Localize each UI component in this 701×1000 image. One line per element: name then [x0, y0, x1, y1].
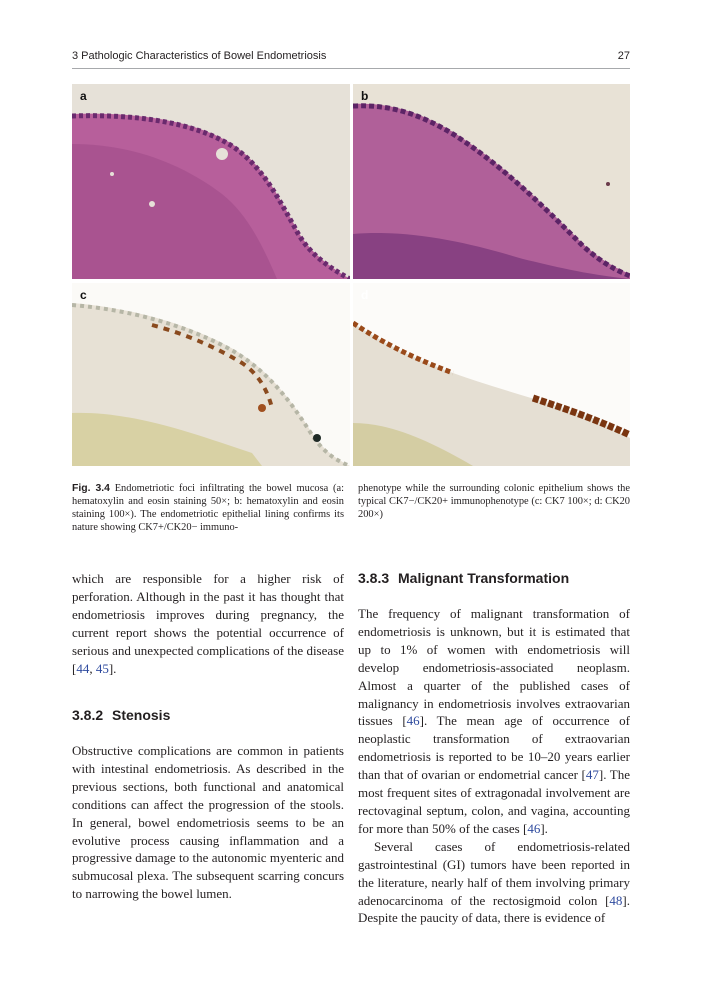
- figure-caption-text: Endometriotic foci infiltrating the bowel mucosa (a: hematoxylin and eosin staining 50×; b: hematoxylin and eosin staining 100×). The endometriotic epithelial lining confirms its nature showing CK7+/CK20− immuno-: [72, 483, 344, 533]
- ihc-micrograph-c: [72, 283, 350, 466]
- figure-panel-a: [72, 84, 350, 279]
- paragraph-text: Several cases of endometriosis-related gastrointestinal (GI) tumors have been reported in the literature, nearly half of them involving primary adenocarcinoma of the rectosigmoid colon [: [358, 838, 630, 908]
- section-title: Malignant Transformation: [398, 570, 570, 586]
- paragraph-text: ]. Despite the paucity of data, there is evidence of: [358, 892, 630, 926]
- section-heading-stenosis: [72, 707, 170, 723]
- he-micrograph-a: [72, 84, 350, 279]
- intro-paragraph-text: which are responsible for a higher risk of perforation. Although in the past it has thought that endometriosis improves during pregnancy, the current report shows the potential occurrence of serious and unexpected complications of the disease [: [72, 571, 344, 676]
- malignant-paragraph-2: [358, 838, 630, 928]
- paragraph-text: ].: [540, 820, 548, 836]
- left-column-intro: [72, 570, 344, 677]
- citation-link[interactable]: 48: [609, 892, 623, 908]
- citation-link[interactable]: 47: [585, 767, 599, 783]
- citation-close: ].: [108, 660, 117, 676]
- paragraph-text: ]. The most frequent sites of extragonadal involvement are rectovaginal septum, colon, and vagina, accounting for more than 50% of the cases [: [358, 767, 630, 836]
- paragraph-text: The frequency of malignant transformation of endometriosis is unknown, but it is estimated that up to 1% of women with endometriosis will develop endometriosis-associated neoplasm. Almost a quarter of the published cases of malignancy in endometriosis involves extraovarian tissues [: [358, 606, 630, 729]
- section-heading-malignant: [358, 570, 569, 586]
- malignant-paragraph-1: [358, 605, 630, 838]
- ihc-micrograph-d: [353, 283, 630, 466]
- panel-label-b: b: [361, 89, 369, 103]
- panel-label-d: d: [361, 288, 369, 302]
- citation-link[interactable]: 44: [76, 660, 90, 676]
- panel-label-c: c: [80, 288, 87, 302]
- page-number: 27: [617, 50, 630, 62]
- figure-panel-d: [353, 283, 630, 466]
- paragraph-text: ]. The mean age of occurrence of neoplastic transformation of extraovarian endometriosis is reported to be 10–20 years earlier than that of ovarian or endometrial cancer [: [358, 713, 630, 783]
- figure-caption-right: phenotype while the surrounding colonic epithelium shows the typical CK7−/CK20+ immunophenotype (c: CK7 100×; d: CK20 200×): [358, 483, 630, 520]
- citation-separator: ,: [89, 660, 96, 676]
- panel-label-a: a: [80, 89, 87, 103]
- running-header: [72, 48, 630, 69]
- section-number: 3.8.3: [358, 570, 390, 586]
- chapter-title: 3 Pathologic Characteristics of Bowel Endometriosis: [72, 50, 327, 62]
- figure-number: Fig. 3.4: [72, 483, 110, 494]
- left-column-stenosis: [72, 742, 344, 903]
- section-title: Stenosis: [112, 707, 171, 723]
- right-column-text: [358, 605, 630, 927]
- figure-panel-b: [353, 84, 630, 279]
- figure-panel-c: [72, 283, 350, 466]
- citation-link[interactable]: 46: [527, 820, 541, 836]
- he-micrograph-b: [353, 84, 630, 279]
- stenosis-paragraph: Obstructive complications are common in patients with intestinal endometriosis. As described in the previous sections, both functional and anatomical conditions can affect the progression of the stools. In general, bowel endometriosis seems to be an evolutive process causing inflammation and a progressive damage to the autonomic myenteric and submucosal plexa. The subsequent scarring concurs to narrowing the bowel lumen.: [72, 743, 344, 902]
- figure-caption-left: [72, 482, 344, 534]
- section-number: 3.8.2: [72, 707, 104, 723]
- citation-link[interactable]: 45: [95, 660, 109, 676]
- citation-link[interactable]: 46: [406, 713, 420, 729]
